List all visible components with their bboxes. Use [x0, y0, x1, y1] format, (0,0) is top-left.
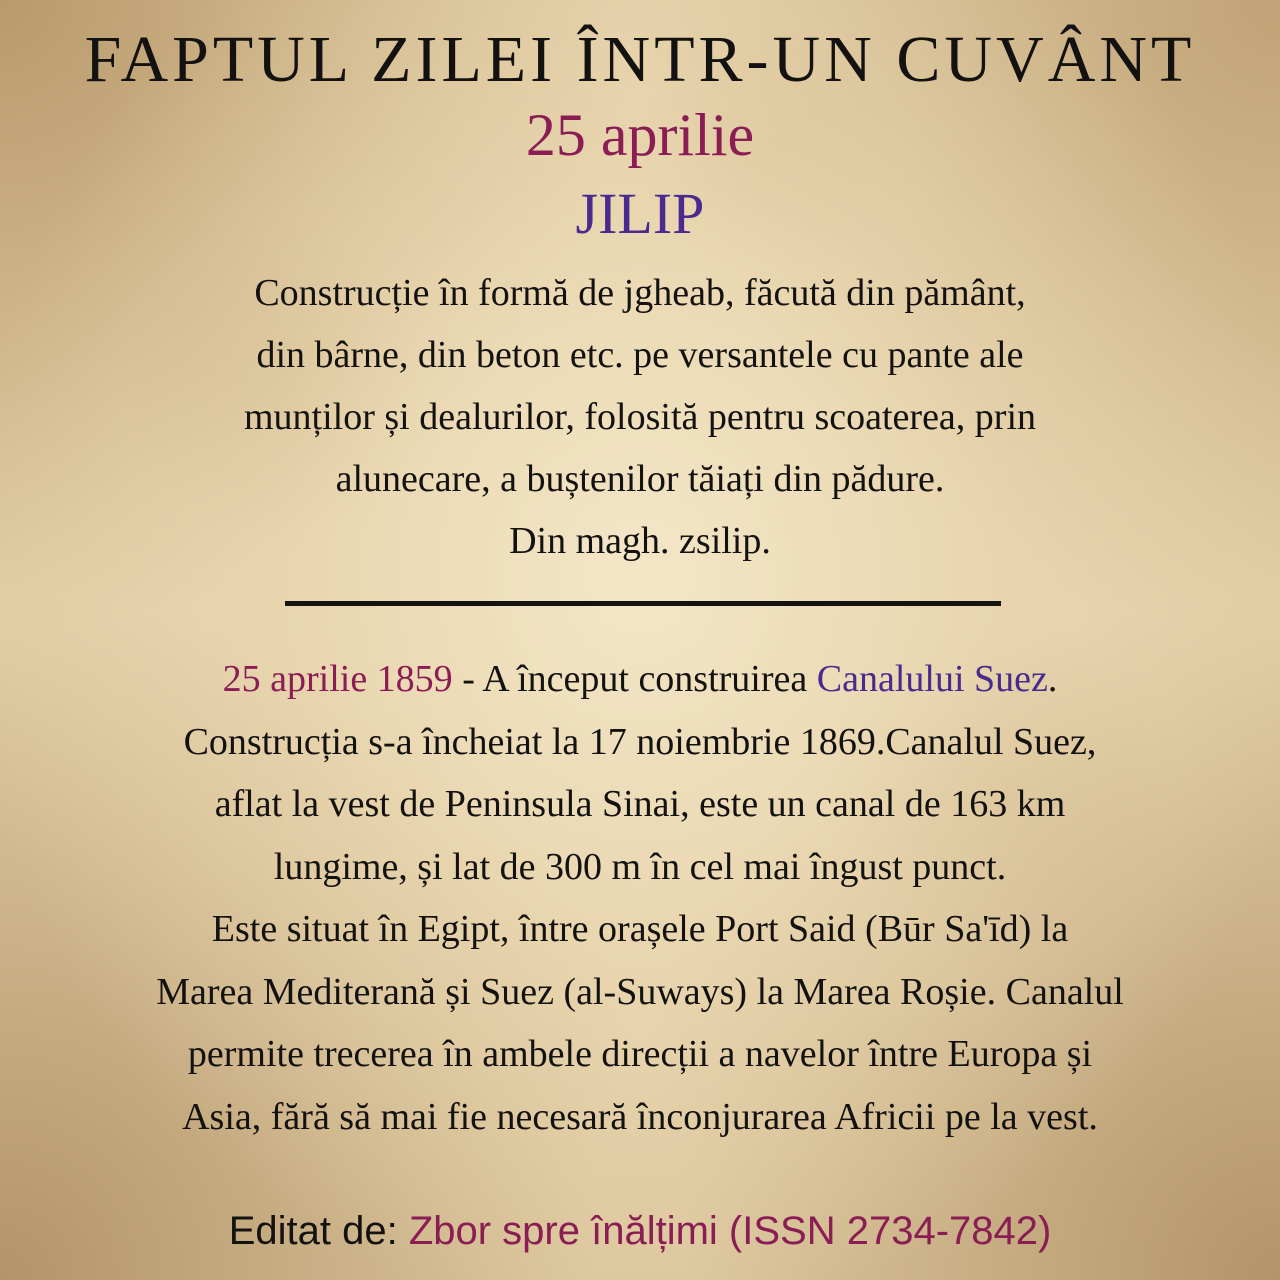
event-subject-link: Canalului Suez	[816, 658, 1048, 700]
section-divider	[285, 601, 1001, 606]
page-title: FAPTUL ZILEI ÎNTR-UN CUVÂNT	[84, 23, 1196, 96]
editor-credit	[0, 1206, 1280, 1256]
event-line: aflat la vest de Peninsula Sinai, este un canal de 163 km	[214, 783, 1066, 825]
event-line: Construcția s-a încheiat la 17 noiembrie 1869.Canalul Suez,	[183, 720, 1097, 763]
definition-line: Construcție în formă de jgheab, făcută din pământ,	[254, 272, 1026, 314]
definition-line: alunecare, a buștenilor tăiați din pădure.	[335, 458, 945, 500]
event-line: Marea Mediterană și Suez (al-Suways) la Marea Roșie. Canalul	[156, 970, 1124, 1013]
definition-line: din bârne, din beton etc. pe versantele cu pante ale	[256, 334, 1024, 376]
event-headline	[20, 648, 1260, 711]
word-definition	[130, 262, 1150, 572]
etymology-line: Din magh. zsilip.	[509, 520, 771, 562]
historical-event	[20, 648, 1260, 1148]
event-line: lungime, și lat de 300 m în cel mai îngust punct.	[273, 845, 1007, 888]
day-date: 25 aprilie	[525, 102, 755, 168]
event-date: 25 aprilie 1859	[222, 658, 453, 700]
event-line: Asia, fără să mai fie necesară înconjurarea Africii pe la vest.	[182, 1095, 1098, 1138]
definition-line: munților și dealurilor, folosită pentru scoaterea, prin	[243, 396, 1037, 438]
word-of-the-day: JILIP	[575, 181, 705, 246]
editor-name: Zbor spre înălțimi (ISSN 2734-7842)	[408, 1209, 1052, 1253]
event-line: permite trecerea în ambele direcții a navelor între Europa și	[187, 1033, 1093, 1075]
event-intro: - A început construirea	[452, 658, 817, 700]
event-line: Este situat în Egipt, între orașele Port Said (Būr Sa'īd) la	[211, 908, 1069, 950]
event-intro-end: .	[1047, 658, 1058, 700]
editor-label: Editat de:	[228, 1209, 409, 1253]
